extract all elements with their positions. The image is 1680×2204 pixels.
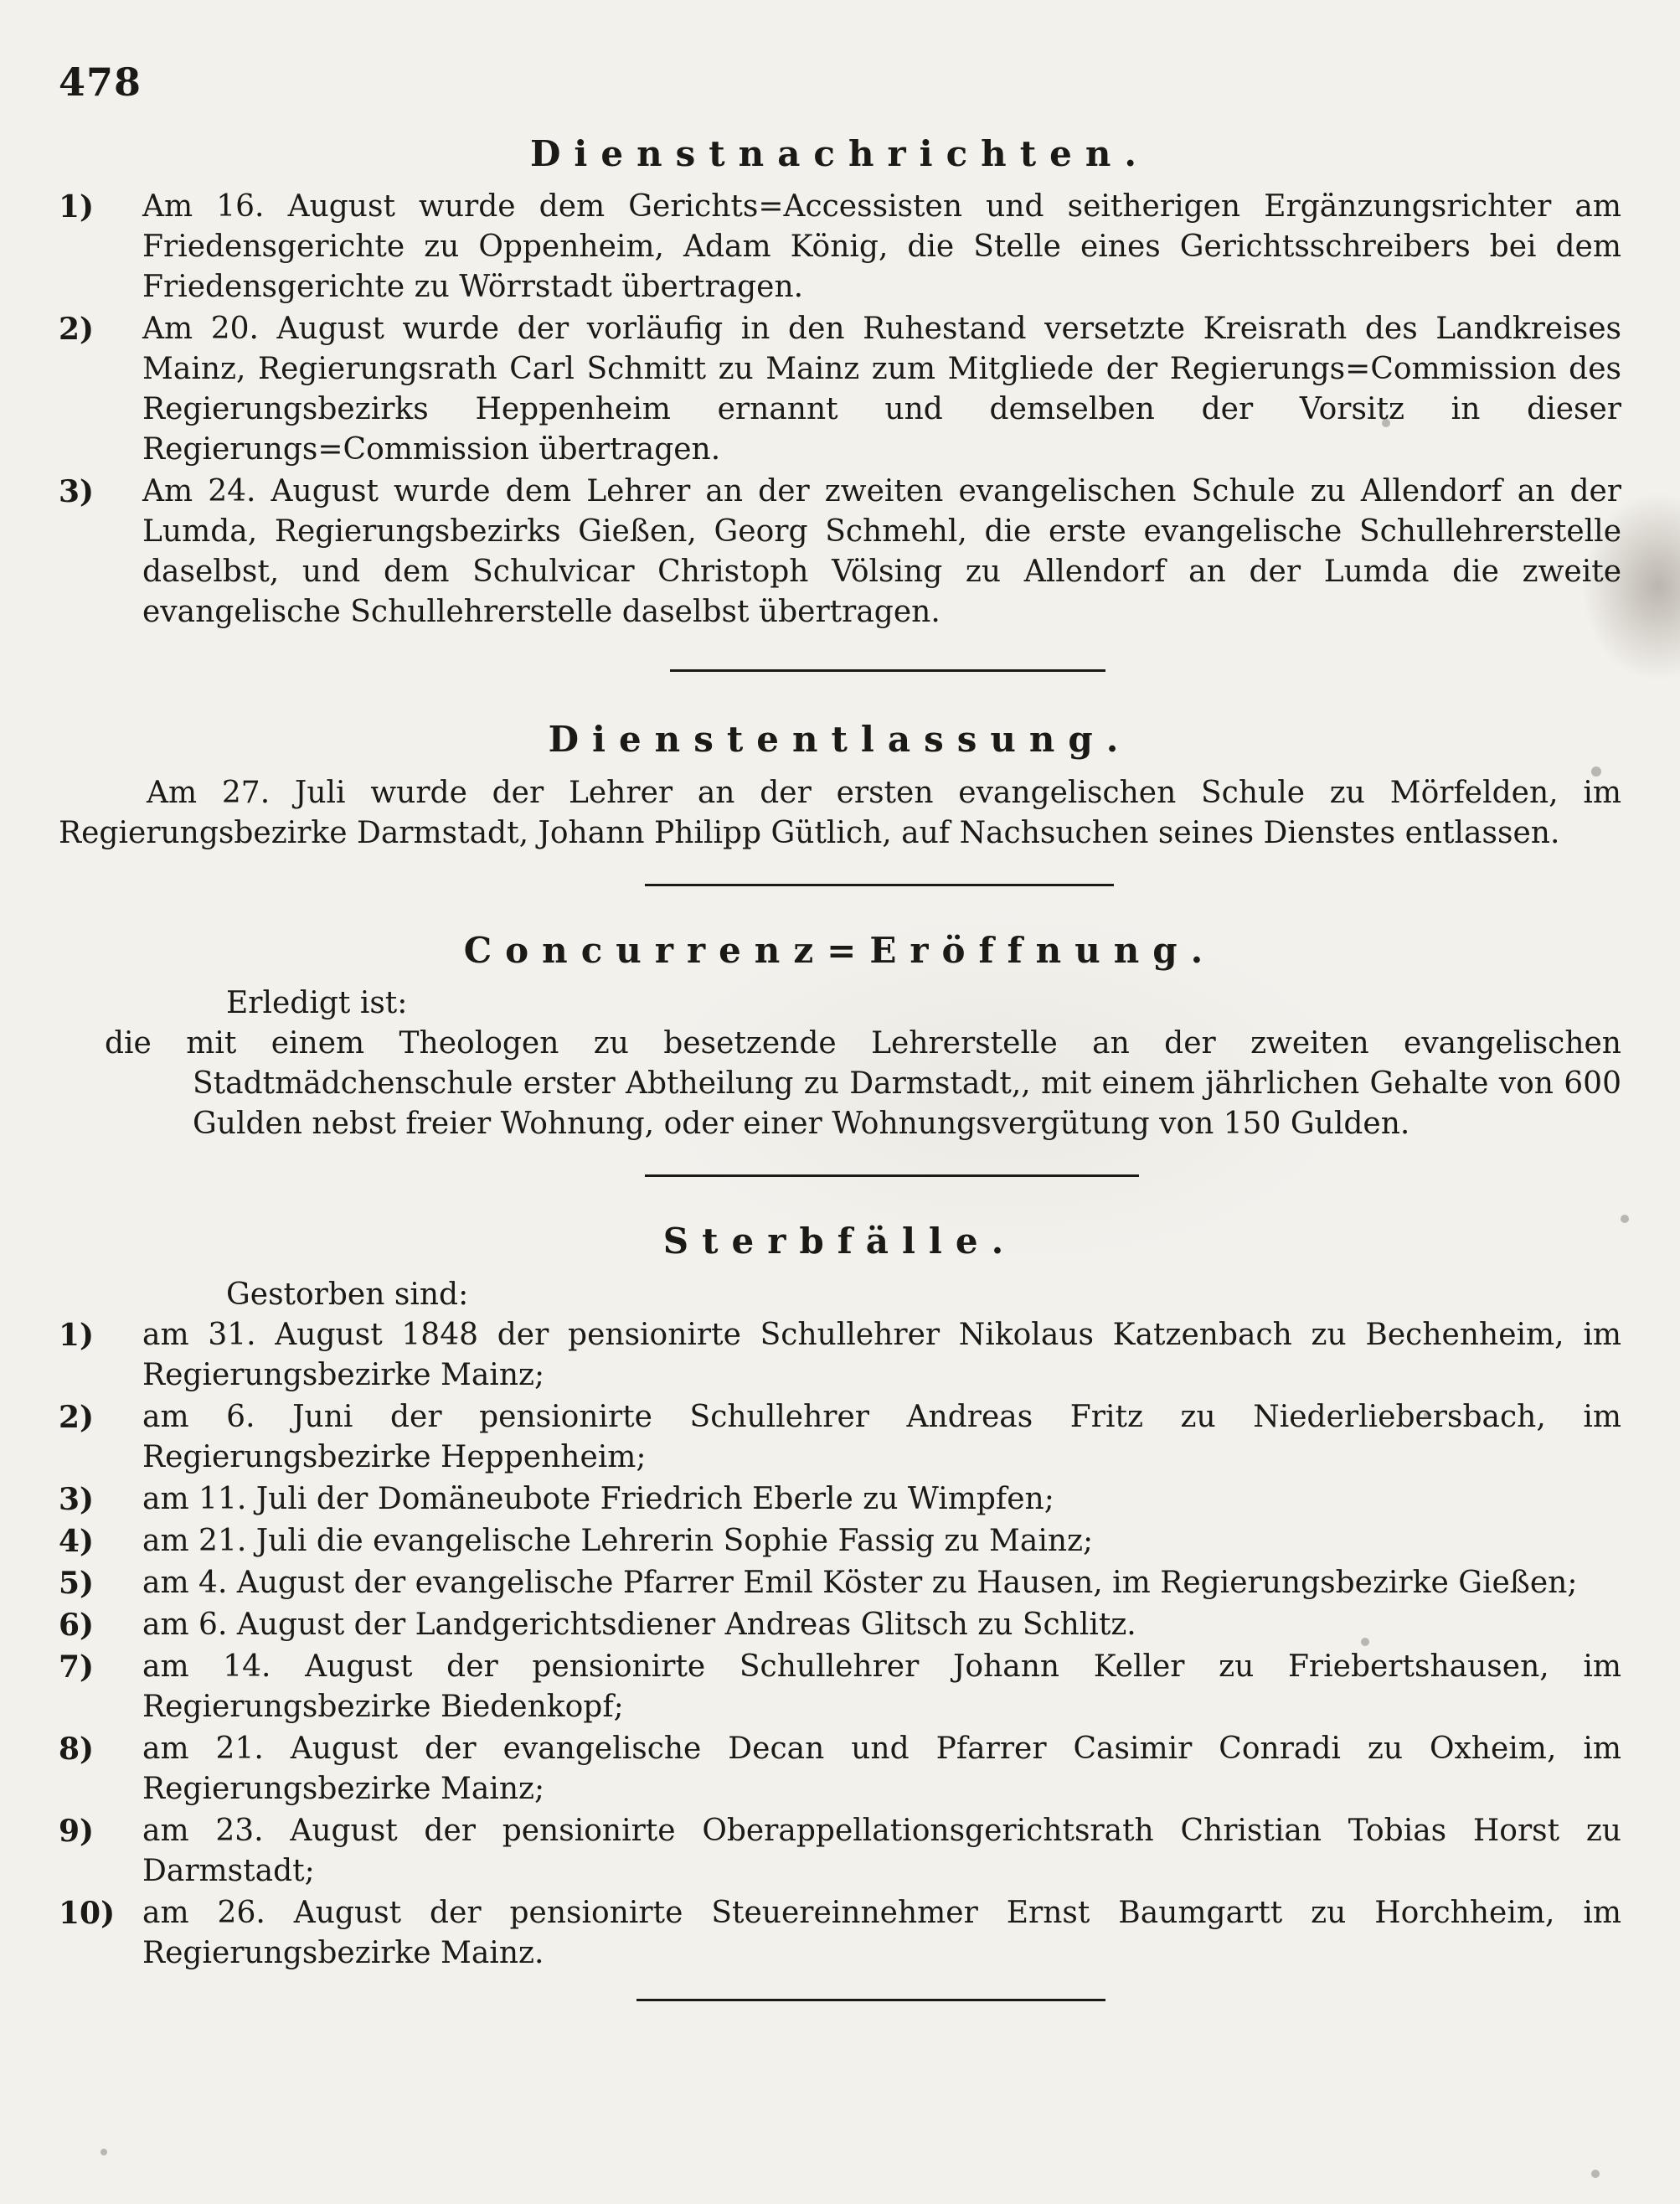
entry-number: 3) <box>59 1481 95 1517</box>
section-heading: Dienstentlassung. <box>548 719 1132 761</box>
list-item <box>59 309 1621 470</box>
entry-text: am 21. Juli die evangelische Lehrerin Sophie Fassig zu Mainz; <box>142 1523 1094 1558</box>
scan-speck <box>1424 1412 1431 1419</box>
scan-speck <box>1591 766 1601 777</box>
scan-speck <box>1382 419 1390 427</box>
entry-text: am 14. August der pensionirte Schullehrer Johann Keller zu Friebertshausen, im Regierungsbezirke Biedenkopf; <box>142 1649 1621 1724</box>
entry-number: 7) <box>59 1649 95 1685</box>
section-concurrenz <box>59 930 1621 1144</box>
list-item <box>59 1893 1621 1974</box>
scan-speck <box>1621 1215 1629 1223</box>
list-item <box>59 1605 1621 1645</box>
section-paragraph: die mit einem Theologen zu besetzende Lehrerstelle an der zweiten evangelischen Stadtmädchenschule erster Abtheilung zu Darmstadt,, mit einem jährlichen Gehalte von 600 Gulden nebst freier Wohnung, oder einer Wohnungsvergütung von 150 Gulden. <box>105 1026 1621 1142</box>
section-dienstnachrichten <box>59 133 1621 632</box>
entry-number: 1) <box>59 1317 95 1353</box>
section-divider <box>645 884 1114 886</box>
entry-number: 4) <box>59 1523 95 1559</box>
entry-number: 8) <box>59 1731 95 1767</box>
list-item <box>59 187 1621 307</box>
entry-text: Am 24. August wurde dem Lehrer an der zweiten evangelischen Schule zu Allendorf an der Lumda, Regierungsbezirks Gießen, Georg Schmehl, die erste evangelische Schullehrerstelle daselbst, und dem Schulvicar Christoph Völsing zu Allendorf an der Lumda die zweite evangelische Schullehrerstelle daselbst übertragen. <box>142 474 1621 630</box>
scan-speck <box>1591 2170 1600 2178</box>
entry-text: am 6. Juni der pensionirte Schullehrer Andreas Fritz zu Niederliebersbach, im Regierungsbezirke Heppenheim; <box>142 1399 1621 1474</box>
section-divider <box>670 669 1105 672</box>
entry-number: 10) <box>59 1895 116 1931</box>
scan-speck <box>100 2149 107 2155</box>
section-heading: Dienstnachrichten. <box>529 133 1150 174</box>
entry-text: am 26. August der pensionirte Steuereinnehmer Ernst Baumgartt zu Horchheim, im Regierungsbezirke Mainz. <box>142 1895 1621 1970</box>
entry-number: 5) <box>59 1565 95 1601</box>
entry-text: am 6. August der Landgerichtsdiener Andreas Glitsch zu Schlitz. <box>142 1607 1136 1642</box>
section-divider <box>636 1999 1105 2001</box>
list-item <box>59 1315 1621 1396</box>
section-dienstentlassung <box>59 719 1621 853</box>
entry-number: 6) <box>59 1607 95 1643</box>
section-sterbfaelle <box>59 1221 1621 1973</box>
entry-text: Am 16. August wurde dem Gerichts=Accessisten und seitherigen Ergänzungsrichter am Friedensgerichte zu Oppenheim, Adam König, die Stelle eines Gerichtsschreibers bei dem Friedensgerichte zu Wörrstadt übertragen. <box>142 189 1621 305</box>
list-item <box>59 1479 1621 1520</box>
entry-number: 2) <box>59 1399 95 1435</box>
scan-speck <box>1361 1638 1369 1646</box>
entry-text: am 23. August der pensionirte Oberappellationsgerichtsrath Christian Tobias Horst zu Darmstadt; <box>142 1813 1621 1888</box>
page-number: 478 <box>59 59 142 105</box>
list-item <box>59 472 1621 632</box>
list-item <box>59 1647 1621 1727</box>
list-item <box>59 1811 1621 1892</box>
section-paragraph: Am 27. Juli wurde der Lehrer an der ersten evangelischen Schule zu Mörfelden, im Regierungsbezirke Darmstadt, Johann Philipp Gütlich, auf Nachsuchen seines Dienstes entlassen. <box>59 775 1621 850</box>
entry-text: am 11. Juli der Domäneubote Friedrich Eberle zu Wimpfen; <box>142 1481 1054 1516</box>
entry-number: 2) <box>59 312 95 348</box>
section-heading: Concurrenz=Eröffnung. <box>463 929 1217 971</box>
entry-number: 1) <box>59 189 95 225</box>
section-intro: Erledigt ist: <box>226 986 408 1021</box>
entry-number: 3) <box>59 474 95 510</box>
section-heading: Sterbfälle. <box>662 1221 1018 1262</box>
list-item <box>59 1563 1621 1603</box>
list-item <box>59 1729 1621 1809</box>
section-intro: Gestorben sind: <box>226 1277 469 1312</box>
entry-text: am 21. August der evangelische Decan und Pfarrer Casimir Conradi zu Oxheim, im Regierungsbezirke Mainz; <box>142 1731 1621 1806</box>
list-item <box>59 1397 1621 1478</box>
entry-text: am 31. August 1848 der pensionirte Schullehrer Nikolaus Katzenbach zu Bechenheim, im Regierungsbezirke Mainz; <box>142 1317 1621 1392</box>
entry-text: am 4. August der evangelische Pfarrer Emil Köster zu Hausen, im Regierungsbezirke Gießen; <box>142 1565 1578 1600</box>
section-divider <box>645 1174 1139 1177</box>
entry-number: 9) <box>59 1813 95 1849</box>
entry-text: Am 20. August wurde der vorläufig in den Ruhestand versetzte Kreisrath des Landkreises Mainz, Regierungsrath Carl Schmitt zu Mainz zum Mitgliede der Regierungs=Commission des Regierungsbezirks Heppenheim ernannt und demselben der Vorsitz in dieser Regierungs=Commission übertragen. <box>142 312 1621 467</box>
list-item <box>59 1521 1621 1561</box>
